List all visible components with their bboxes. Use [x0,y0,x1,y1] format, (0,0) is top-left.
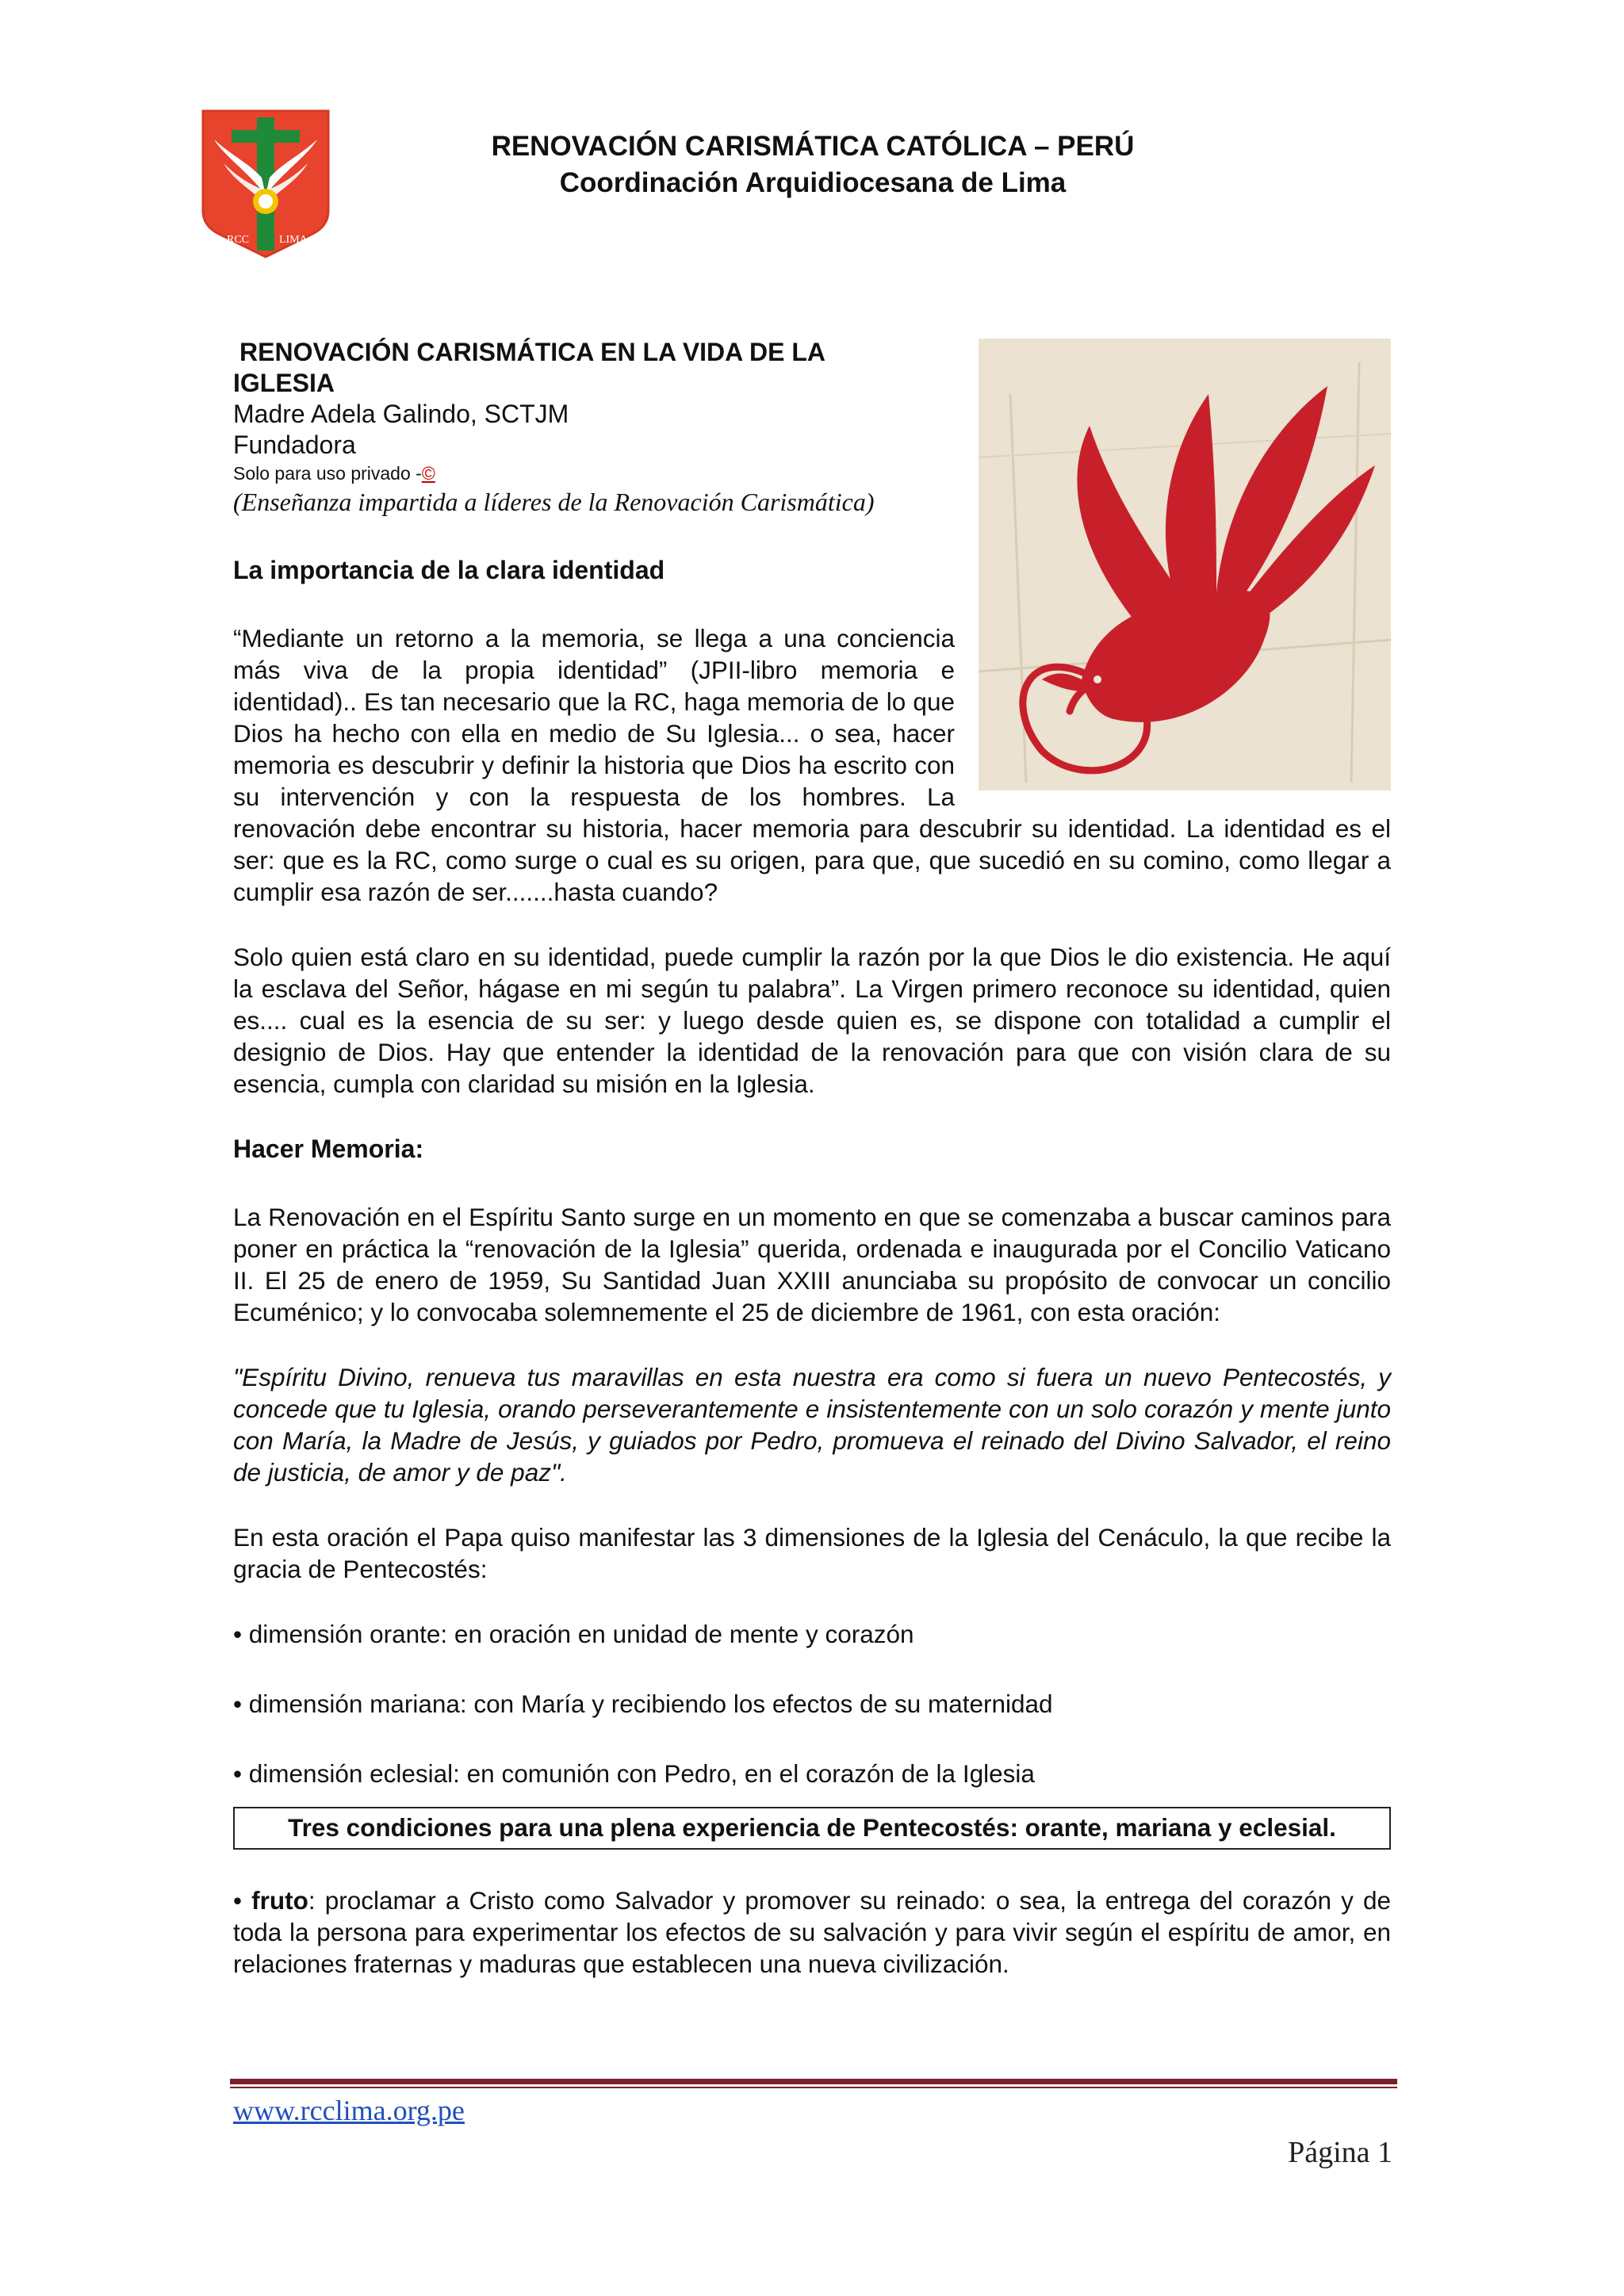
prayer-quote: "Espíritu Divino, renueva tus maravillas en esta nuestra era como si fuera un nuevo Pentecostés, y concede que tu Iglesia, orando perseverantemente e insistentemente con un solo corazón y mente junto con María, la Madre de Jesús, y guiados por Pedro, promueva el reinado del Divino Salvador, el reino de justicia, de amor y de paz". [233,1363,1391,1487]
memory-paragraph-1: La Renovación en el Espíritu Santo surge en un momento en que se comenzaba a buscar caminos para poner en práctica la “renovación de la Iglesia” querida, ordenada e inaugurada por el Concilio Vaticano II. El 25 de enero de 1959, Su Santidad Juan XXIII anunciaba su propósito de convocar un concilio Ecuménico; y lo convocaba solemnemente el 25 de diciembre de 1961, con esta oración: [233,1203,1391,1326]
fruto-paragraph [233,1885,1391,1980]
logo-text-lima: LIMA [279,234,308,246]
header-title-line1: RENOVACIÓN CARISMÁTICA CATÓLICA – PERÚ [491,131,1135,162]
document-title-line2: IGLESIA [233,369,335,397]
header-title-line2: Coordinación Arquidiocesana de Lima [559,167,1067,198]
memory-paragraph-2: En esta oración el Papa quiso manifestar las 3 dimensiones de la Iglesia del Cenáculo, la que recibe la gracia de Pentecostés: [233,1523,1391,1583]
identity-paragraph-2: Solo quien está claro en su identidad, puede cumplir la razón por la que Dios le dio existencia. He aquí la esclava del Señor, hágase en mi según tu palabra”. La Virgen primero reconoce su identidad, quien es.... cual es la esencia de su ser: y luego desde quien es, se dispone con totalidad a cumplir el designio de Dios. Hay que entender la identidad de la renovación para que con visión clara de su esencia, cumpla con claridad su misión en la Iglesia. [233,943,1391,1098]
fruto-label: fruto [251,1886,308,1915]
bullet-eclesial: • dimensión eclesial: en comunión con Pedro, en el corazón de la Iglesia [233,1759,1035,1788]
fruto-text: : proclamar a Cristo como Salvador y promover su reinado: o sea, la entrega del corazón y de toda la persona para experimentar los efectos de su salvación y para vivir según el espíritu de amor, en relaciones fraternas y maduras que establecen una nueva civilización. [233,1886,1391,1978]
document-title-line1: RENOVACIÓN CARISMÁTICA EN LA VIDA DE LA [239,338,825,366]
header-title [381,128,1245,201]
footer-divider [230,2079,1397,2090]
conditions-box: Tres condiciones para una plena experiencia de Pentecostés: orante, mariana y eclesial. [233,1807,1391,1850]
website-link[interactable]: www.rcclima.org.pe [233,2095,465,2126]
bullet-mariana: • dimensión mariana: con María y recibiendo los efectos de su maternidad [233,1689,1053,1718]
identity-heading: La importancia de la clara identidad [233,556,665,584]
memory-heading: Hacer Memoria: [233,1135,424,1163]
page-number: Página 1 [1288,2136,1392,2169]
main-content [233,337,1391,2013]
bullet-orante: • dimensión orante: en oración en unidad de mente y corazón [233,1620,914,1648]
author-name: Madre Adela Galindo, SCTJM [233,400,569,428]
rcc-lima-logo [200,108,331,258]
logo-text-rcc: RCC [227,234,250,246]
fruto-bullet: • [233,1886,252,1915]
identity-paragraph-1: “Mediante un retorno a la memoria, se llega a una conciencia más viva de la propia identidad” (JPII-libro memoria e identidad).. Es tan necesario que la RC, haga memoria de lo que Dios ha hecho con ella en medio de Su Iglesia... o sea, hacer memoria es descubrir y definir la historia que Dios ha escrito con su intervención y con la respuesta de los hombres. La renovación debe encontrar su historia, hacer memoria para descubrir su identidad. La identidad es el ser: que es la RC, como surge o cual es su origen, para que, que sucedió en su comino, como llegar a cumplir esa razón de ser.......hasta cuando? [233,624,1391,906]
document-subtitle: (Enseñanza impartida a líderes de la Renovación Carismática) [233,488,875,516]
holy-spirit-dove-image [979,339,1391,790]
copyright-symbol: © [421,463,435,484]
author-role: Fundadora [233,430,356,459]
private-use-text: Solo para uso privado - [233,463,422,484]
